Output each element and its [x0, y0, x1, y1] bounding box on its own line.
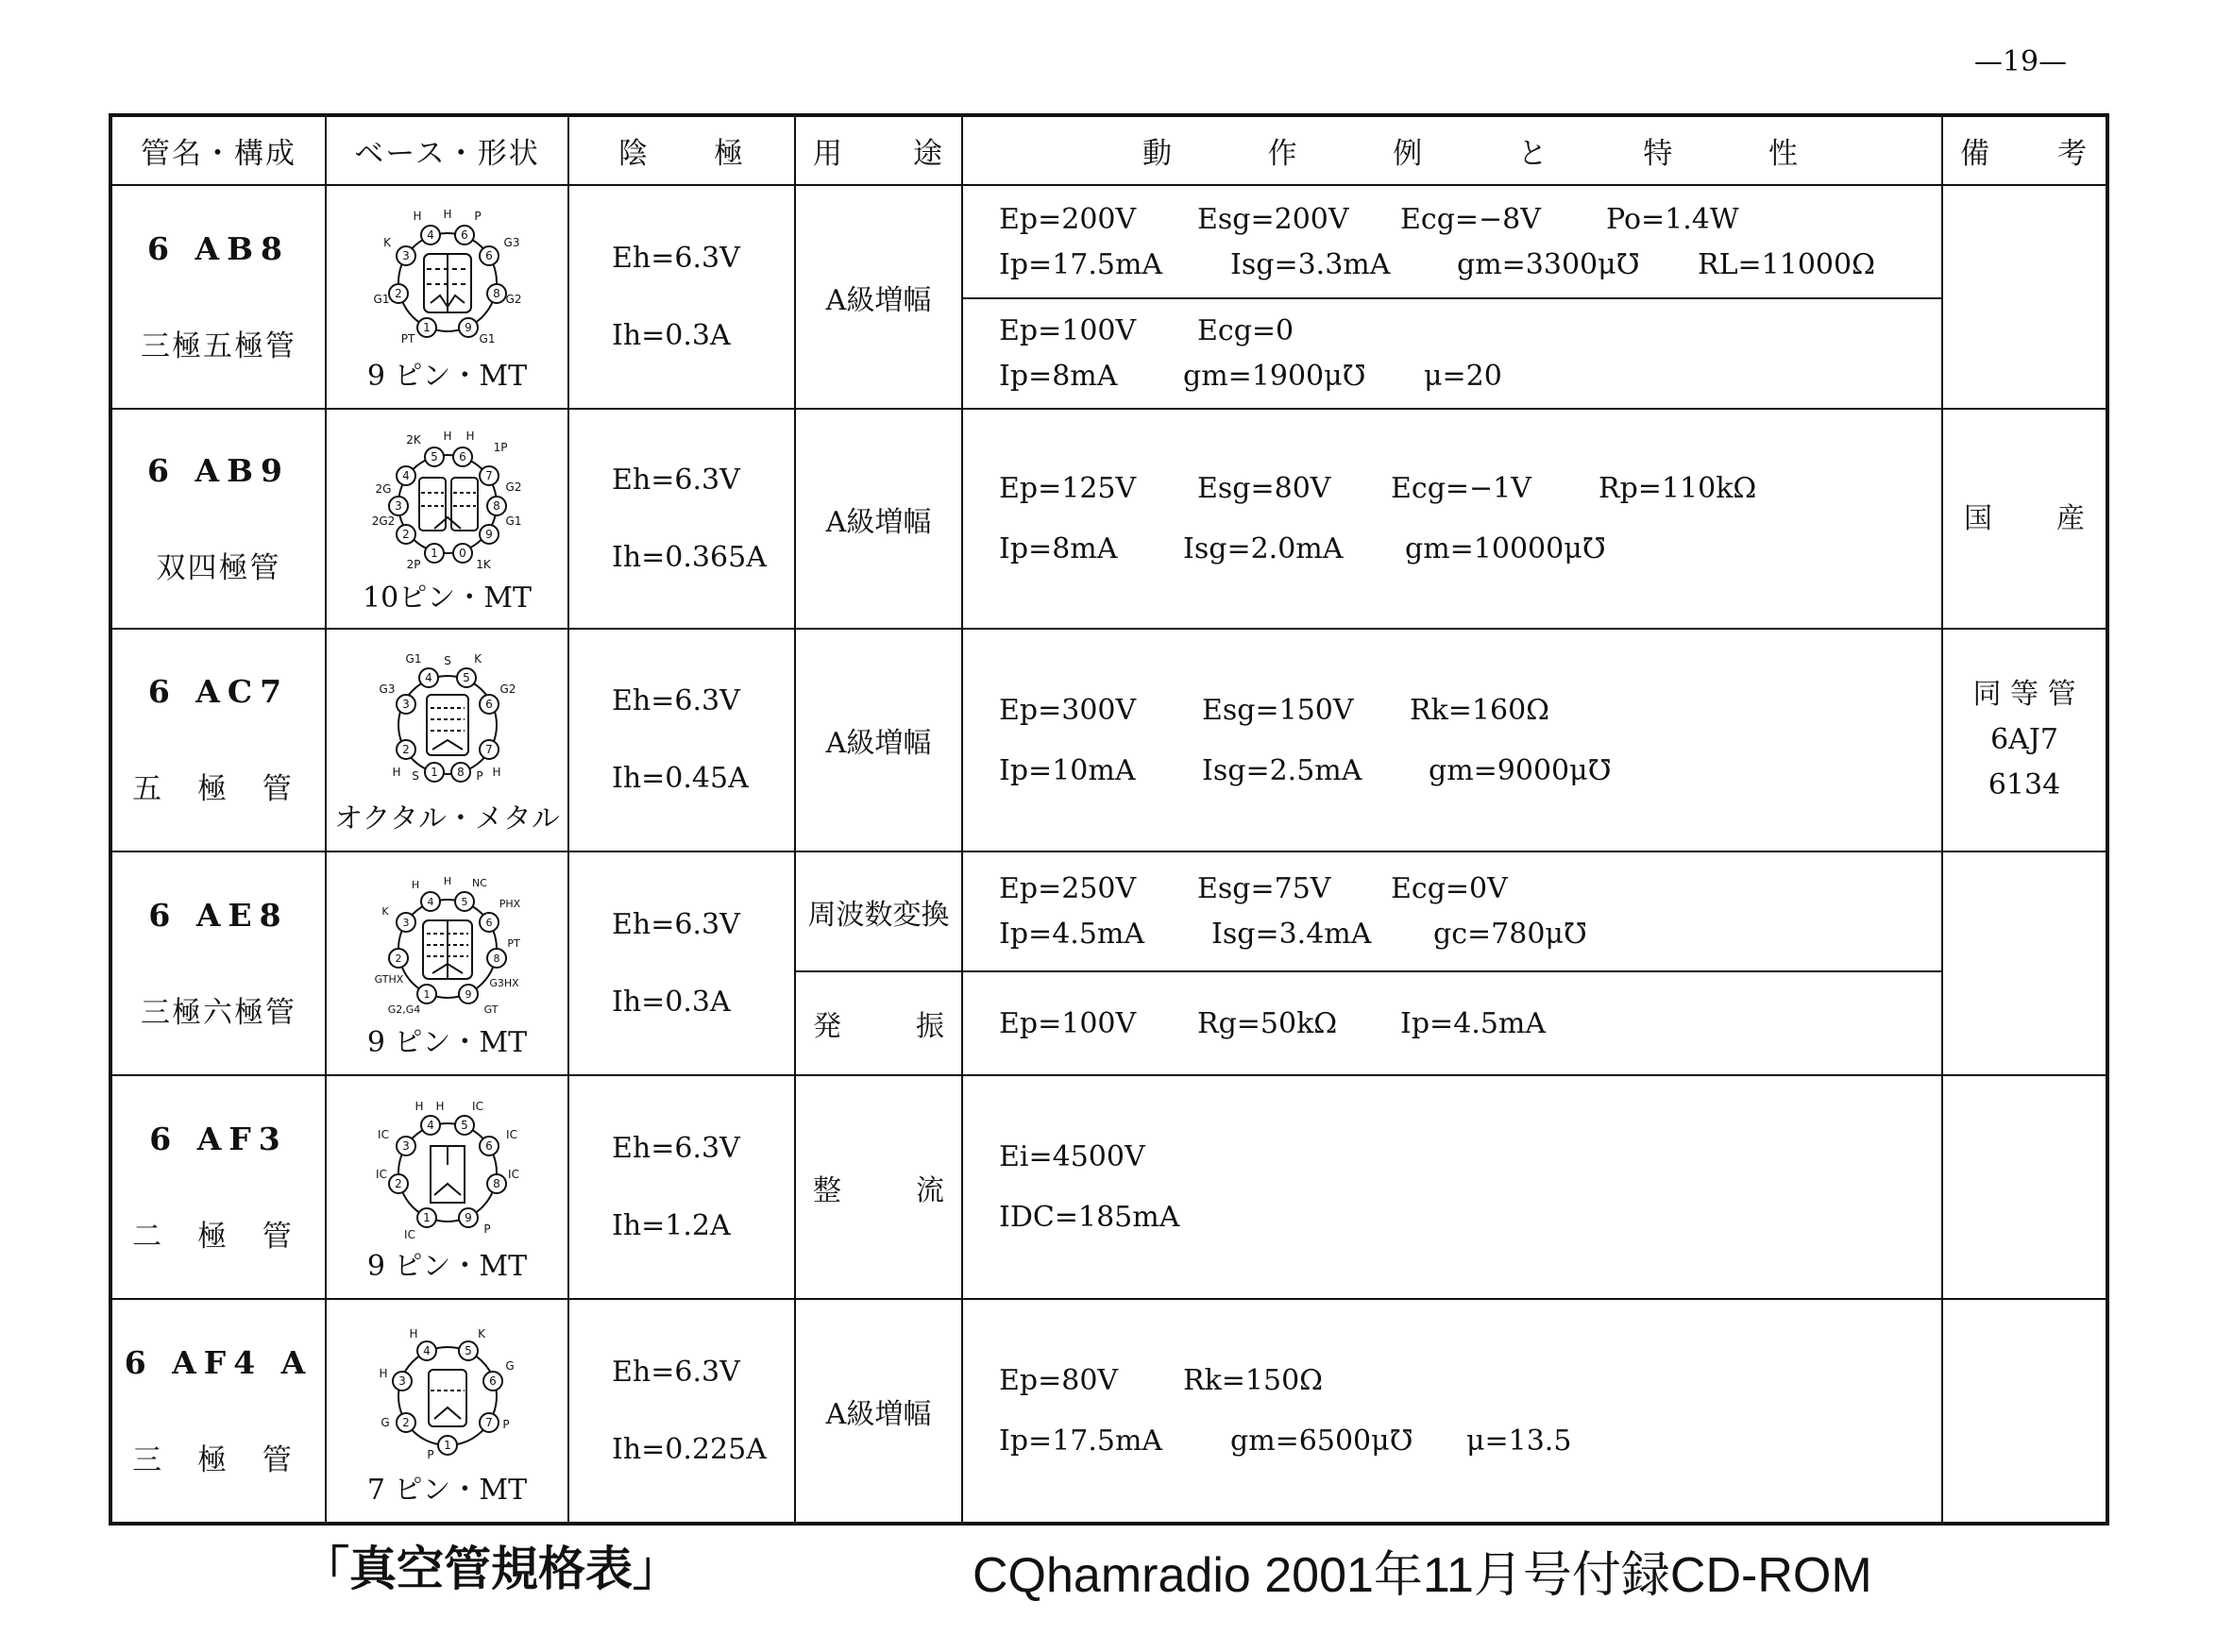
svg-text:2: 2 — [401, 527, 410, 541]
heater-current: Ih=0.3A — [612, 985, 731, 1019]
table-header-row — [110, 115, 2107, 185]
svg-text:K: K — [477, 1326, 485, 1340]
svg-text:8: 8 — [492, 498, 500, 513]
cathode-cell — [568, 409, 795, 629]
tube-name: 6 AF3 — [149, 1120, 288, 1157]
svg-text:4: 4 — [427, 895, 433, 908]
svg-text:H: H — [442, 430, 452, 443]
header-operation: 動 作 例 と 特 性 — [962, 115, 1942, 185]
use-label: 周波数変換 — [807, 898, 950, 932]
svg-text:4: 4 — [422, 1343, 431, 1357]
svg-text:3: 3 — [398, 1374, 406, 1388]
svg-text:5: 5 — [460, 1118, 468, 1132]
svg-text:S: S — [411, 769, 419, 783]
use-label: 整 流 — [813, 1173, 944, 1207]
svg-text:6: 6 — [484, 698, 493, 711]
cathode-cell — [568, 851, 795, 1075]
header-name: 管名・構成 — [110, 115, 326, 185]
use-cell — [795, 1075, 962, 1299]
svg-text:2K: 2K — [405, 432, 421, 447]
tube-type: 双四極管 — [156, 550, 281, 585]
operation-cell: Ep=125V Esg=80V Ecg=−1V Rp=110kΩ Ip=8mA Isg=2.0mA gm=10000μ℧ — [962, 409, 1942, 629]
note-cell — [1942, 185, 2107, 409]
svg-text:GT: GT — [483, 1003, 498, 1016]
svg-text:1: 1 — [423, 987, 430, 1001]
use-label: A級増幅 — [825, 505, 932, 539]
svg-text:H: H — [411, 878, 419, 891]
use-cell — [795, 185, 962, 409]
page-number: —19— — [1973, 45, 2068, 78]
svg-text:G2: G2 — [505, 480, 521, 494]
svg-text:8: 8 — [456, 766, 465, 779]
cathode-cell — [568, 629, 795, 851]
svg-text:2P: 2P — [406, 557, 420, 571]
svg-text:9: 9 — [464, 320, 472, 334]
svg-text:9: 9 — [464, 1210, 472, 1224]
note-cell — [1942, 1075, 2107, 1299]
heater-voltage: Eh=6.3V — [612, 684, 740, 717]
svg-text:IC: IC — [505, 1127, 517, 1141]
svg-text:3: 3 — [401, 1138, 410, 1153]
base-cell — [326, 629, 568, 851]
header-notes: 備 考 — [1942, 115, 2107, 185]
svg-text:G1: G1 — [479, 331, 495, 346]
svg-text:2: 2 — [401, 1415, 410, 1429]
svg-text:2G: 2G — [375, 481, 391, 496]
svg-text:1: 1 — [443, 1438, 451, 1452]
footer-title: 「真空管規格表」 — [302, 1542, 680, 1596]
base-cell — [326, 185, 568, 409]
svg-text:G1: G1 — [373, 292, 389, 306]
svg-text:5: 5 — [464, 1343, 472, 1357]
svg-text:4: 4 — [424, 671, 432, 684]
svg-text:G2,G4: G2,G4 — [387, 1003, 420, 1016]
svg-text:K: K — [381, 904, 389, 918]
svg-text:H: H — [414, 1099, 424, 1113]
tube-name: 6 AB8 — [147, 229, 290, 267]
note-cell — [1942, 851, 2107, 1075]
header-cathode: 陰 極 — [568, 115, 795, 185]
svg-text:H: H — [378, 1366, 388, 1380]
tube-name-cell — [110, 629, 326, 851]
base-label: 9 ピン・MT — [366, 1025, 528, 1059]
table-row — [110, 1299, 2107, 1524]
use-label-secondary: 発 振 — [796, 970, 961, 1074]
svg-text:5: 5 — [461, 895, 467, 908]
note-cell: 同 等 管 6AJ7 6134 — [1942, 629, 2107, 851]
operation-cell: Ei=4500V IDC=185mA — [962, 1075, 1942, 1299]
svg-text:G3: G3 — [503, 235, 519, 249]
base-label: 10ピン・MT — [363, 581, 532, 615]
svg-text:6: 6 — [484, 1138, 493, 1153]
svg-text:NC: NC — [471, 876, 487, 889]
base-label: 9 ピン・MT — [366, 1249, 528, 1283]
svg-text:1: 1 — [430, 546, 438, 560]
pin-diagram-icon — [372, 651, 523, 793]
use-cell — [795, 629, 962, 851]
use-label: A級増幅 — [825, 283, 932, 317]
svg-text:IC: IC — [507, 1167, 519, 1181]
svg-text:1: 1 — [430, 766, 438, 779]
svg-text:PT: PT — [506, 936, 520, 950]
pin-diagram-icon — [372, 1323, 523, 1464]
svg-text:6: 6 — [485, 916, 492, 929]
cathode-cell — [568, 1075, 795, 1299]
base-label: 9 ピン・MT — [366, 359, 528, 393]
table-row — [110, 409, 2107, 629]
table-row — [110, 1075, 2107, 1299]
svg-text:G1: G1 — [505, 514, 521, 528]
tube-name: 6 AF4 A — [124, 1343, 313, 1381]
svg-text:K: K — [473, 652, 482, 666]
svg-text:2: 2 — [401, 743, 410, 756]
svg-text:P: P — [482, 1222, 491, 1236]
svg-text:IC: IC — [471, 1099, 483, 1113]
use-label: A級増幅 — [825, 727, 932, 760]
cathode-cell — [568, 185, 795, 409]
svg-text:3: 3 — [401, 698, 410, 711]
use-cell — [795, 409, 962, 629]
base-label: オクタル・メタル — [334, 802, 560, 835]
heater-current: Ih=0.365A — [612, 540, 767, 574]
svg-text:H: H — [391, 766, 401, 779]
svg-text:4: 4 — [426, 228, 434, 242]
tube-type: 三 極 管 — [132, 1442, 305, 1477]
table-row — [110, 185, 2107, 409]
svg-text:H: H — [443, 874, 451, 887]
svg-text:4: 4 — [426, 1118, 434, 1132]
svg-text:PT: PT — [400, 331, 414, 346]
svg-text:G1: G1 — [405, 652, 421, 666]
svg-text:K: K — [382, 235, 391, 249]
note-cell: 国 産 — [1942, 409, 2107, 629]
base-cell — [326, 1299, 568, 1524]
svg-text:S: S — [443, 654, 451, 667]
svg-text:G3HX: G3HX — [488, 976, 519, 989]
svg-text:7: 7 — [484, 468, 493, 482]
tube-name-cell — [110, 1299, 326, 1524]
tube-name-cell — [110, 409, 326, 629]
operation-cell: Ep=200V Esg=200V Ecg=−8V Po=1.4W Ip=17.5mA Isg=3.3mA gm=3300μ℧ RL=11000Ω Ep=100V Ecg=0 Ip=8mA gm=1900μ℧ μ=20 — [962, 185, 1942, 409]
svg-text:P: P — [475, 769, 483, 783]
svg-text:1: 1 — [422, 320, 431, 334]
footer-source: CQhamradio 2001年11月号付録CD-ROM — [973, 1548, 1872, 1603]
base-label: 7 ピン・MT — [366, 1473, 528, 1507]
note-cell — [1942, 1299, 2107, 1524]
tube-type: 二 極 管 — [132, 1219, 305, 1254]
svg-text:H: H — [408, 1326, 418, 1340]
svg-text:4: 4 — [401, 468, 410, 482]
svg-text:G: G — [380, 1415, 390, 1429]
heater-voltage: Eh=6.3V — [612, 241, 740, 275]
tube-spec-table — [109, 113, 2109, 1526]
base-cell — [326, 409, 568, 629]
svg-text:1P: 1P — [493, 440, 507, 454]
heater-voltage: Eh=6.3V — [612, 1131, 740, 1165]
base-cell — [326, 1075, 568, 1299]
svg-text:P: P — [473, 209, 482, 223]
svg-text:2G2: 2G2 — [371, 514, 395, 528]
svg-text:6: 6 — [458, 449, 466, 464]
tube-name-cell — [110, 851, 326, 1075]
heater-current: Ih=0.3A — [612, 318, 731, 352]
svg-text:6: 6 — [488, 1374, 497, 1388]
svg-text:H: H — [491, 766, 501, 779]
svg-text:0: 0 — [458, 546, 466, 560]
heater-voltage: Eh=6.3V — [612, 463, 740, 497]
tube-name: 6 AE8 — [148, 896, 289, 934]
svg-text:9: 9 — [465, 987, 471, 1001]
operation-cell: Ep=250V Esg=75V Ecg=0V Ip=4.5mA Isg=3.4mA gc=780μ℧ Ep=100V Rg=50kΩ Ip=4.5mA — [962, 851, 1942, 1075]
operation-cell: Ep=300V Esg=150V Rk=160Ω Ip=10mA Isg=2.5mA gm=9000μ℧ — [962, 629, 1942, 851]
tube-name: 6 AB9 — [147, 451, 290, 489]
svg-text:6: 6 — [460, 228, 468, 242]
svg-text:G2: G2 — [505, 292, 521, 306]
tube-name: 6 AC7 — [147, 673, 290, 710]
svg-text:8: 8 — [492, 286, 500, 300]
svg-text:IC: IC — [377, 1127, 389, 1141]
heater-current: Ih=0.225A — [612, 1432, 767, 1466]
svg-text:5: 5 — [462, 671, 470, 684]
table-row — [110, 629, 2107, 851]
svg-text:3: 3 — [394, 498, 402, 513]
tube-type: 五 極 管 — [132, 772, 305, 806]
svg-text:1K: 1K — [475, 557, 491, 571]
svg-text:7: 7 — [484, 1415, 493, 1429]
use-cell — [795, 1299, 962, 1524]
svg-text:8: 8 — [492, 1176, 500, 1190]
base-cell — [326, 851, 568, 1075]
tube-name-cell — [110, 185, 326, 409]
svg-text:1: 1 — [422, 1210, 431, 1224]
svg-text:H: H — [465, 430, 475, 443]
svg-text:H: H — [412, 209, 422, 223]
svg-text:G: G — [504, 1358, 515, 1373]
svg-text:PHX: PHX — [499, 897, 520, 910]
operation-cell: Ep=80V Rk=150Ω Ip=17.5mA gm=6500μ℧ μ=13.5 — [962, 1299, 1942, 1524]
table-row — [110, 851, 2107, 1075]
pin-diagram-icon — [372, 430, 523, 572]
svg-text:P: P — [426, 1447, 434, 1461]
svg-text:2: 2 — [395, 952, 401, 965]
svg-text:5: 5 — [430, 449, 438, 464]
heater-voltage: Eh=6.3V — [612, 1355, 740, 1389]
header-base: ベース・形状 — [326, 115, 568, 185]
tube-name-cell — [110, 1075, 326, 1299]
heater-current: Ih=0.45A — [612, 762, 749, 795]
svg-text:6: 6 — [484, 248, 493, 262]
svg-text:2: 2 — [394, 1176, 402, 1190]
use-label: A級増幅 — [825, 1397, 932, 1431]
svg-text:3: 3 — [402, 916, 409, 929]
svg-text:P: P — [501, 1417, 510, 1431]
use-cell — [795, 851, 962, 1075]
pin-diagram-icon — [372, 1099, 523, 1240]
svg-text:IC: IC — [375, 1167, 387, 1181]
heater-voltage: Eh=6.3V — [612, 907, 740, 941]
cathode-cell — [568, 1299, 795, 1524]
header-use: 用 途 — [795, 115, 962, 185]
pin-diagram-icon — [372, 875, 523, 1017]
svg-text:IC: IC — [403, 1227, 415, 1240]
pin-diagram-icon — [372, 209, 523, 350]
svg-text:GTHX: GTHX — [374, 972, 403, 986]
svg-text:9: 9 — [484, 527, 493, 541]
svg-text:G2: G2 — [499, 683, 516, 696]
tube-type: 三極五極管 — [141, 329, 296, 363]
svg-text:8: 8 — [493, 952, 499, 965]
svg-text:3: 3 — [401, 248, 410, 262]
svg-text:2: 2 — [394, 286, 402, 300]
svg-text:H: H — [434, 1099, 445, 1113]
svg-text:H: H — [442, 208, 452, 221]
svg-text:G3: G3 — [379, 683, 395, 696]
tube-type: 三極六極管 — [141, 995, 296, 1030]
heater-current: Ih=1.2A — [612, 1208, 731, 1242]
svg-text:7: 7 — [484, 743, 493, 756]
